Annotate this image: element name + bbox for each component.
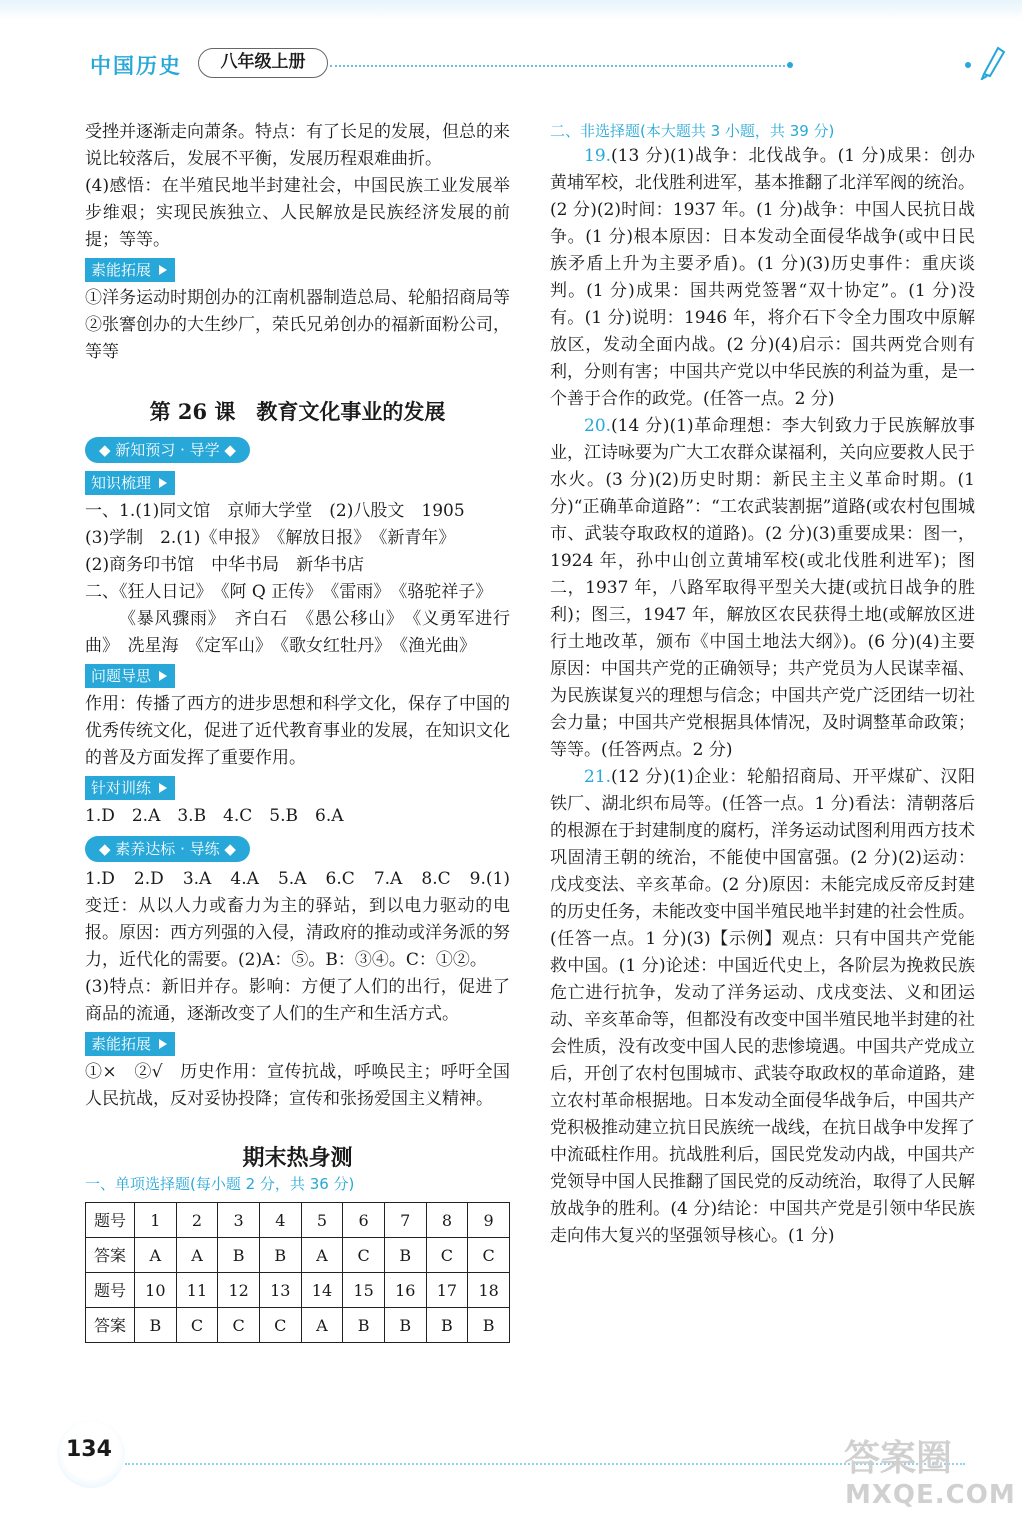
table-cell: C [259, 1308, 301, 1343]
table-cell: B [135, 1308, 177, 1343]
table-cell: 2 [176, 1203, 218, 1238]
watermark-logo: 答案圈 [844, 1438, 953, 1479]
right-column [550, 119, 975, 1250]
table-cell: B [259, 1238, 301, 1273]
section-tag-train: 针对训练 [85, 776, 175, 800]
top-band [0, 0, 1022, 20]
answer-text: (14 分)(1)革命理想：李大钊致力于民族解放事业，江诗咏要为广大工农群众谋福利，关向应要救人民于水火。(3 分)(2)历史时期：新民主主义革命时期。(1 分)“正确革命道路”：“工农武装割据”道路(或农村包围城市、武装夺取政权的道路)。(2 分)(3)重要成果：图一，1924 年，孙中山创立黄埔军校(或北伐胜利进军)；图二，1937 年，八路军取得平型关大捷(或抗日战争的胜利)；图三，1947 年，解放区农民获得土地(或解放区进行土地改革，颁布《中国土地法大纲》)。(6 分)(4)主要原因：中国共产党的正确领导；共产党员为人民谋幸福、为民族谋复兴的理想与信念；中国共产党广泛团结一切社会力量；中国共产党根据具体情况，及时调整革命政策；等等。(任答两点。2 分) [550, 416, 975, 760]
table-cell: 9 [468, 1203, 510, 1238]
lesson-title: 第 26 课 教育文化事业的发展 [149, 399, 446, 424]
table-cell: A [135, 1238, 177, 1273]
table-cell: 10 [135, 1273, 177, 1308]
paragraph: (4)感悟：在半殖民地半封建社会，中国民族工业发展举步维艰；实现民族独立、人民解放是民族经济发展的前提；等等。 [85, 176, 510, 250]
question-number: 20. [584, 416, 612, 436]
table-cell: B [384, 1308, 426, 1343]
table-cell: 答案 [86, 1238, 135, 1273]
table-cell: 8 [426, 1203, 468, 1238]
table-row [86, 1203, 510, 1238]
footer-divider [125, 1463, 965, 1465]
question-number: 21. [584, 767, 612, 787]
table-cell: 题号 [86, 1203, 135, 1238]
exam-subtitle: 一、单项选择题(每小题 2 分，共 36 分) [85, 1175, 355, 1193]
section-pill-standard: ◆ 素养达标 · 导练 ◆ [85, 836, 250, 862]
section-tag-knowledge: 知识梳理 [85, 471, 175, 495]
header-subject: 中国历史 [90, 54, 182, 78]
table-cell: 4 [259, 1203, 301, 1238]
section-pill-preview: ◆ 新知预习 · 导学 ◆ [85, 437, 250, 463]
table-cell: B [384, 1238, 426, 1273]
paragraph: 作用：传播了西方的进步思想和科学文化，保存了中国的优秀传统文化，促进了近代教育事业的发展，在知识文化的普及方面发挥了重要作用。 [85, 694, 510, 768]
question-number: 19. [584, 146, 612, 166]
table-cell: C [426, 1238, 468, 1273]
paragraph: ①洋务运动时期创办的江南机器制造总局、轮船招商局等 ②张謇创办的大生纱厂，荣氏兄弟创办的福新面粉公司，等等 [85, 288, 510, 362]
table-cell: 题号 [86, 1273, 135, 1308]
table-cell: 15 [343, 1273, 385, 1308]
table-cell: B [343, 1308, 385, 1343]
page-number: 134 [66, 1437, 112, 1462]
left-column [85, 119, 510, 1343]
table-cell: 12 [218, 1273, 260, 1308]
pen-icon [978, 40, 1008, 80]
knowledge-line: 《暴风骤雨》 齐白石 《愚公移山》 《义勇军进行曲》 冼星海 《定军山》 《歌女红牡丹》 《渔光曲》 [85, 609, 510, 656]
table-cell: 16 [384, 1273, 426, 1308]
paragraph: (3)特点：新旧并存。影响：方便了人们的出行，促进了商品的流通，逐渐改变了人们的生产和生活方式。 [85, 977, 510, 1024]
table-cell: C [343, 1238, 385, 1273]
table-cell: 14 [301, 1273, 343, 1308]
table-cell: B [468, 1308, 510, 1343]
watermark-url: MXQE.COM [845, 1480, 1016, 1510]
paragraph: 受挫并逐渐走向萧条。特点：有了长足的发展，但总的来说比较落后，发展不平衡，发展历程艰难曲折。 [85, 122, 510, 169]
section-tag-guide: 问题导思 [85, 664, 175, 688]
question-19 [550, 143, 975, 413]
table-cell: C [468, 1238, 510, 1273]
table-cell: A [176, 1238, 218, 1273]
table-row [86, 1273, 510, 1308]
section-subtitle: 二、非选择题(本大题共 3 小题，共 39 分) [550, 122, 835, 140]
table-cell: 6 [343, 1203, 385, 1238]
paragraph: 1.D 2.D 3.A 4.A 5.A 6.C 7.A 8.C 9.(1)变迁：从以人力或畜力为主的驿站，到以电力驱动的电报。原因：西方列强的入侵，清政府的推动或洋务派的努力，近代化的需要。(2)A：⑤。B：③④。C：①②。 [85, 869, 510, 970]
table-row [86, 1308, 510, 1343]
paragraph: ①× ②√ 历史作用：宣传抗战，呼唤民主；呼吁全国人民抗战，反对妥协投降；宣传和张扬爱国主义精神。 [85, 1062, 510, 1109]
header-divider [330, 65, 785, 67]
exam-title: 期末热身测 [242, 1145, 353, 1171]
knowledge-line: (3)学制 2.(1)《申报》 《解放日报》 《新青年》 [85, 528, 456, 548]
table-cell: 18 [468, 1273, 510, 1308]
header-dot [965, 62, 971, 68]
header-dot [787, 62, 793, 68]
section-tag-expand: 素能拓展 [85, 1032, 175, 1056]
table-cell: 3 [218, 1203, 260, 1238]
answer-table [85, 1202, 510, 1343]
answer-text: (12 分)(1)企业：轮船招商局、开平煤矿、汉阳铁厂、湖北织布局等。(任答一点。1 分)看法：清朝落后的根源在于封建制度的腐朽，洋务运动试图利用西方技术巩固清王朝的统治，不能使中国富强。(2 分)(2)运动：戊戌变法、辛亥革命。(2 分)原因：未能完成反帝反封建的历史任务，未能改变中国半殖民地半封建的社会性质。(任答一点。1 分)(3)【示例】观点：只有中国共产党能救中国。(1 分)论述：中国近代史上，各阶层为挽救民族危亡进行抗争，发动了洋务运动、戊戌变法、义和团运动、辛亥革命等，但都没有改变中国半殖民地半封建的社会性质，没有改变中国人民的悲惨境遇。中国共产党成立后，开创了农村包围城市、武装夺取政权的革命道路，建立农村革命根据地。日本发动全面侵华战争后，中国共产党积极推动建立抗日民族统一战线，在抗日战争中发挥了中流砥柱作用。抗战胜利后，国民党发动内战，中国共产党领导中国人民推翻了国民党的反动统治，取得了人民解放战争的胜利。(4 分)结论：中国共产党是引领中华民族走向伟大复兴的坚强领导核心。(1 分) [550, 767, 975, 1246]
answer-text: (13 分)(1)战争：北伐战争。(1 分)成果：创办黄埔军校，北伐胜利进军，基本推翻了北洋军阀的统治。(2 分)(2)时间：1937 年。(1 分)战争：中国人民抗日战争。(1 分)根本原因：日本发动全面侵华战争(或中日民族矛盾上升为主要矛盾)。(1 分)(3)历史事件：重庆谈判。(1 分)成果：国共两党签署“双十协定”。(1 分)没有。(1 分)说明：1946 年，将介石下令全力围攻中原解放区，发动全面内战。(2 分)(4)启示：国共两党合则有利，分则有害；中国共产党以中华民族的利益为重，是一个善于合作的政党。(任答一点。2 分) [550, 146, 975, 409]
table-cell: 13 [259, 1273, 301, 1308]
table-cell: C [176, 1308, 218, 1343]
table-cell: 11 [176, 1273, 218, 1308]
knowledge-line: 一、1.(1)同文馆 京师大学堂 (2)八股文 1905 [85, 501, 465, 521]
table-cell: 答案 [86, 1308, 135, 1343]
table-cell: C [218, 1308, 260, 1343]
table-cell: 5 [301, 1203, 343, 1238]
table-cell: 1 [135, 1203, 177, 1238]
question-21 [550, 764, 975, 1250]
table-cell: B [218, 1238, 260, 1273]
table-row [86, 1238, 510, 1273]
answer-line: 1.D 2.A 3.B 4.C 5.B 6.A [85, 806, 344, 826]
table-cell: 17 [426, 1273, 468, 1308]
section-tag-expand: 素能拓展 [85, 258, 175, 282]
header-grade: 八年级上册 [198, 48, 328, 78]
table-cell: 7 [384, 1203, 426, 1238]
table-cell: A [301, 1308, 343, 1343]
table-cell: A [301, 1238, 343, 1273]
knowledge-line: 二、《狂人日记》 《阿 Q 正传》 《雷雨》 《骆驼祥子》 [85, 582, 493, 602]
question-20 [550, 413, 975, 764]
knowledge-line: (2)商务印书馆 中华书局 新华书店 [85, 555, 365, 575]
table-cell: B [426, 1308, 468, 1343]
